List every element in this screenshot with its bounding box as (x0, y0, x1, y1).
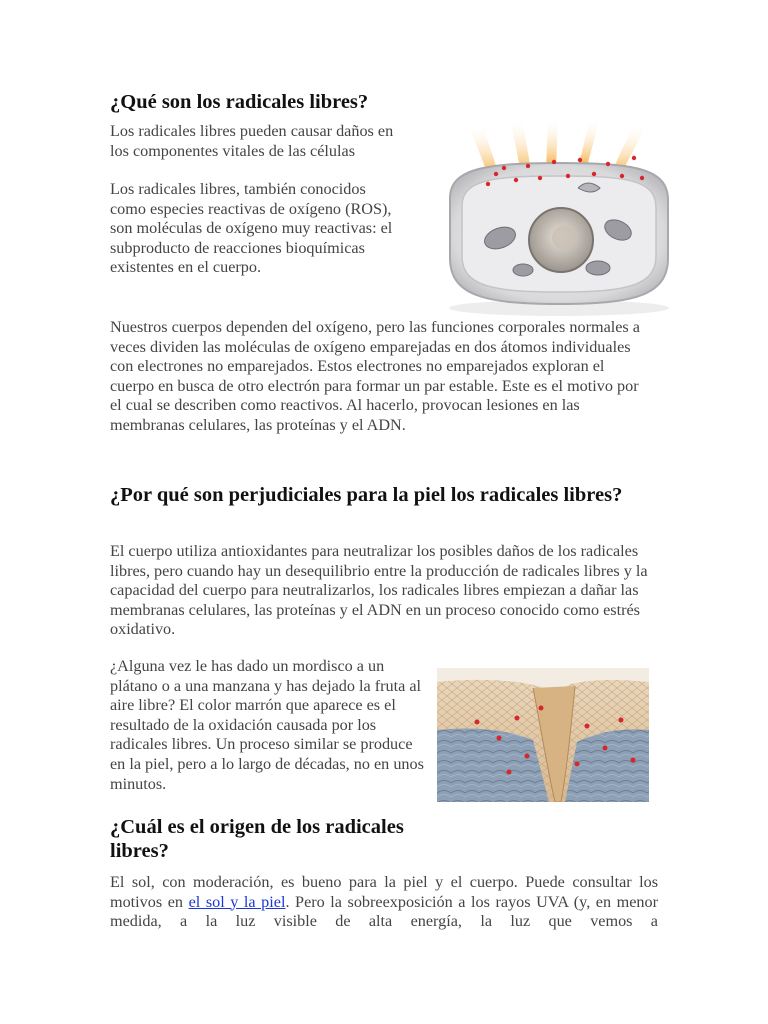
paragraph-sun (110, 873, 658, 932)
paragraph-damage: Los radicales libres pueden causar daños en los componentes vitales de las células (110, 122, 394, 160)
link-sun-and-skin[interactable]: el sol y la piel (188, 892, 286, 911)
heading-origin: ¿Cuál es el origen de los radicales libres? (110, 816, 404, 862)
skin-cross-section-illustration (437, 668, 649, 802)
paragraph-ros-definition: Los radicales libres, también conocidos como especies reactivas de oxígeno (ROS), son moléculas de oxígeno muy reactivas: el subproducto de reacciones bioquímicas existentes en el cuerpo. (110, 180, 393, 277)
paragraph-sun-end: . Pero la sobreexposición a los rayos UVA (y, en menor medida, a la luz visible de alta energía, la luz que vemos a (110, 892, 659, 931)
heading-why-harmful: ¿Por qué son perjudiciales para la piel los radicales libres? (110, 484, 623, 506)
cell-illustration (428, 118, 690, 318)
heading-what-are-free-radicals: ¿Qué son los radicales libres? (110, 91, 369, 113)
paragraph-sun-start: El sol, con moderación, es bueno para la piel y el cuerpo. Puede consultar los motivos en (110, 873, 658, 911)
paragraph-banana-apple: ¿Alguna vez le has dado un mordisco a un plátano o a una manzana y has dejado la fruta al aire libre? El color marrón que aparece es el resultado de la oxidación causada por los radicales libres. Un proceso similar se produce en la piel, pero a lo largo de décadas, no en unos minutos. (110, 657, 424, 793)
paragraph-oxygen: Nuestros cuerpos dependen del oxígeno, pero las funciones corporales normales a veces dividen las moléculas de oxígeno emparejadas en dos átomos individuales con electrones no emparejados. Estos electrones no emparejados exploran el cuerpo en busca de otro electrón para formar un par estable. Este es el motivo por el cual se describen como reactivos. Al hacerlo, provocan lesiones en las membranas celulares, las proteínas y el ADN. (110, 318, 640, 434)
paragraph-antioxidants: El cuerpo utiliza antioxidantes para neutralizar los posibles daños de los radicales libres, pero cuando hay un desequilibrio entre la producción de radicales libres y la capacidad del cuerpo para neutralizarlos, los radicales libres empiezan a dañar las membranas celulares, las proteínas y el ADN en un proceso conocido como estrés oxidativo. (110, 542, 648, 639)
